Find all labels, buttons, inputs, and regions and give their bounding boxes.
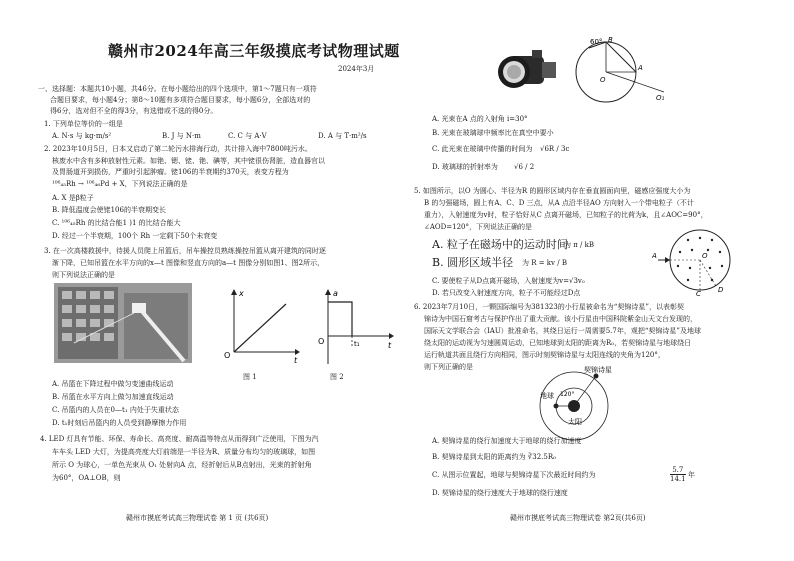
q5-stem-2: B 的匀强磁场，圆上有A、C、D 三点，从A 点沿半径AO 方向射入一个带电粒子（不计: [424, 199, 694, 207]
right-page: [414, 18, 784, 522]
q4-glass-sphere-diagram: [564, 36, 674, 106]
q5-stem-3: 重力），入射速度为v时，粒子恰好从C 点离开磁场，已知粒子的比荷为k，且∠AOC=90°，: [424, 211, 708, 219]
instruction-line-2: 合题目要求，每小题4分；第8～10题有多项符合题目要求，每小题6分，全部选对的: [50, 96, 311, 104]
q6-stem-3: 国际天文学联合会（IAU）批准命名，其绕日运行一周需要5.7年，观把“契锦诗星”及地球: [424, 327, 702, 335]
q6-angle-label: 120°: [560, 391, 575, 398]
q3-stem-1: 3. 在一次高楼救援中，待援人员爬上吊篮后，吊车操控员熟练操控吊篮从离开建筑的同时逐: [44, 247, 326, 255]
q5-option-b: B. 圆形区域半径: [432, 256, 514, 269]
q6-option-c-fraction: [670, 466, 686, 483]
q4-stem-2: 车车头 LED 大灯，为提高亮度大灯前端是一半径为R、质量分布均匀的玻璃球，如图: [52, 448, 316, 456]
q6-option-c-unit: 年: [688, 471, 695, 479]
q4-point-o1: O₁: [656, 94, 665, 102]
q3-option-a: A. 吊篮在下降过程中做匀变速曲线运动: [52, 380, 174, 388]
q3-option-c: C. 吊篮内的人员在0—t₁ 内处于失重状态: [52, 406, 179, 414]
q3-option-b: B. 吊篮在水平方向上做匀加速直线运动: [52, 393, 174, 401]
q5-magnetic-field-diagram: [652, 226, 742, 296]
q6-option-d: D. 契锦诗星的绕行速度大于地球的绕行速度: [432, 489, 568, 497]
q6-fraction-denominator: 14.1: [670, 475, 686, 483]
q6-sun-label: 太阳: [568, 418, 582, 426]
q4-point-a: A: [638, 64, 643, 72]
q6-option-b: B. 契锦诗星到太阳的距离约为 ∛32.5R₀: [432, 453, 556, 461]
q3-figure-2: [308, 286, 398, 366]
right-footer: 赣州市摸底考试高三物理试卷 第2页(共6页): [510, 514, 646, 522]
q5-point-a: A: [652, 252, 657, 260]
page-title: 赣州市2024年高三年级摸底考试物理试题: [108, 42, 400, 60]
fig1-x-axis-label: t: [294, 356, 298, 365]
fig1-caption: 图 1: [243, 373, 257, 381]
q3-option-d: D. t₁时刻后吊篮内的人员受到静摩擦力作用: [52, 419, 187, 427]
left-footer: 赣州市摸底考试高三物理试卷 第 1 页 (共6页): [126, 514, 269, 522]
fig1-origin: O: [224, 351, 231, 360]
q3-figure-1: [214, 286, 304, 366]
q2-stem-2: 核废水中含有多种放射性元素。如铯、锶、铑、铯、碘等，其中铑很伤肾脏，造血器官以: [52, 157, 325, 165]
q4-stem-1: 4. LED 灯具有节能、环保、寿命长、高亮度、耐高温等特点从而得到广泛使用，下图为汽: [40, 435, 319, 443]
q4-stem-3: 所示 O 为球心，一单色光束从 O₁ 处射向A 点，经折射后从B点射出，光束的折射角: [52, 461, 312, 469]
fig2-x-axis-label: t: [388, 341, 392, 350]
q2-option-a: A. X 是β粒子: [52, 194, 94, 202]
q5-option-a-formula: 为 π / kB: [564, 241, 595, 249]
q6-stem-1: 6. 2023年7月10日，一颗国际编号为381323的小行星被命名为“契锦诗星”，以表彰契: [414, 303, 684, 311]
q6-stem-5: 运行轨道共面且绕行方向相同，图示时刻契锦诗星与太阳连线的夹角为120°，: [424, 351, 665, 359]
fig2-caption: 图 2: [330, 373, 344, 381]
q6-fraction-numerator: 5.7: [670, 466, 686, 475]
q4-option-a: A. 光束在A 点的入射角 i=30°: [432, 115, 528, 123]
q1-option-d: D. A 与 T·m²/s: [318, 132, 367, 140]
q4-option-c-formula: √6R / 3c: [540, 145, 570, 153]
q4-option-d-formula: √6 / 2: [514, 163, 535, 171]
q5-option-d: D. 若只改变入射速度方向，粒子不可能经过D点: [432, 289, 581, 297]
q6-earth-label: 地球: [540, 392, 554, 400]
fig2-y-axis-label: a: [333, 289, 338, 298]
q5-stem-4: ∠AOD=120°，下列说法正确的是: [424, 223, 532, 231]
fig2-t1-marker: t₁: [354, 340, 360, 348]
q4-angle-label: 60°: [590, 38, 603, 46]
q5-stem-1: 5. 如图所示，以O 为圆心、半径为R 的圆形区域内存在垂直圆面向里，磁感应强度大小为: [414, 187, 691, 195]
instruction-line-3: 得6分，选对但不全的得3分，有选错或不选的得0分。: [50, 107, 218, 115]
q6-orbit-diagram: [504, 364, 644, 442]
q2-option-d: D. 经过一个半衰期，100个 Rh 一定剩下50个未衰变: [52, 232, 218, 240]
q5-option-a: A. 粒子在磁场中的运动时间: [432, 238, 568, 251]
q4-option-c: C. 此光束在玻璃中传播的时间为: [432, 145, 533, 153]
crane-rescue-photo: [54, 283, 192, 363]
q2-stem-4: ¹⁰⁶₄₅Rh → ¹⁰⁶₄₆Pd + X，下列说法正确的是: [52, 180, 188, 188]
q5-point-c: C: [696, 290, 701, 296]
q4-option-d: D. 玻璃球的折射率为: [432, 163, 498, 171]
q4-stem-4: 为60°，OA⊥OB，则: [52, 474, 121, 482]
q6-option-a: A. 契锦诗星的绕行加速度大于地球的绕行加速度: [432, 437, 582, 445]
led-headlamp-image: [492, 46, 562, 96]
q6-stem-6: 则下列正确的是: [424, 363, 473, 371]
fig1-y-axis-label: x: [239, 289, 244, 298]
q1-option-a: A. N·s 与 kg·m/s²: [52, 132, 112, 140]
left-page: [38, 18, 408, 522]
q6-asteroid-label: 契锦诗星: [584, 366, 612, 374]
q3-stem-2: 渐下降，已知吊篮在水平方向的x—t 图像和竖直方向的a—t 图像分别如图1、图2所示，: [52, 259, 325, 267]
q6-stem-2: 锦诗为中国石窟考古与保护作出了重大贡献。该小行星由中国科院紫金山天文台发现的，: [424, 315, 697, 323]
q4-point-b: B: [608, 36, 613, 44]
q5-option-c: C. 要使粒子从D点离开磁场，入射速度为v=√3v₀: [432, 277, 585, 285]
q6-stem-4: 绕太阳的运动视为匀速圆周运动，已知地球到太阳的距离为R₀，若契锦诗星与地球绕日: [424, 339, 692, 347]
q6-option-c: C. 从图示位置起，地球与契锦诗星下次最近时间约为: [432, 471, 596, 479]
instruction-line-1: 一、选择题：本题共10小题，共46分。在每小题给出的四个选项中，第1～7题只有一项符: [38, 85, 317, 93]
q1-stem: 1. 下列单位等价的一组是: [44, 120, 123, 128]
q4-option-b: B. 光束在玻璃球中频率比在真空中要小: [432, 129, 554, 137]
q5-option-b-formula: 为 R = kv / B: [522, 259, 567, 267]
q2-option-b: B. 降低温度会使铑106的半衰期变长: [52, 206, 166, 214]
q3-stem-3: 则下列说法正确的是: [52, 271, 115, 279]
q2-option-c: C. ¹⁰⁶₄₅Rh 的比结合能1 )1 的比结合能大: [52, 219, 181, 227]
q2-stem-3: 及胃肠道开到损伤，严重时引起肿瘤。铑106的半衰期约370天，表变方程为: [52, 168, 289, 176]
fig2-origin: O: [318, 337, 325, 346]
q2-stem-1: 2. 2023年10月5日，日本又启动了第二轮污水排海行动，共计排入海中7800吨污水。: [44, 145, 312, 153]
q5-point-o: O: [702, 252, 708, 260]
q4-point-o: O: [600, 76, 606, 84]
q1-option-c: C. C 与 A·V: [228, 132, 267, 140]
q5-point-d: D: [718, 286, 724, 294]
exam-date: 2024年3月: [338, 65, 375, 73]
q1-option-b: B. J 与 N·m: [162, 132, 201, 140]
